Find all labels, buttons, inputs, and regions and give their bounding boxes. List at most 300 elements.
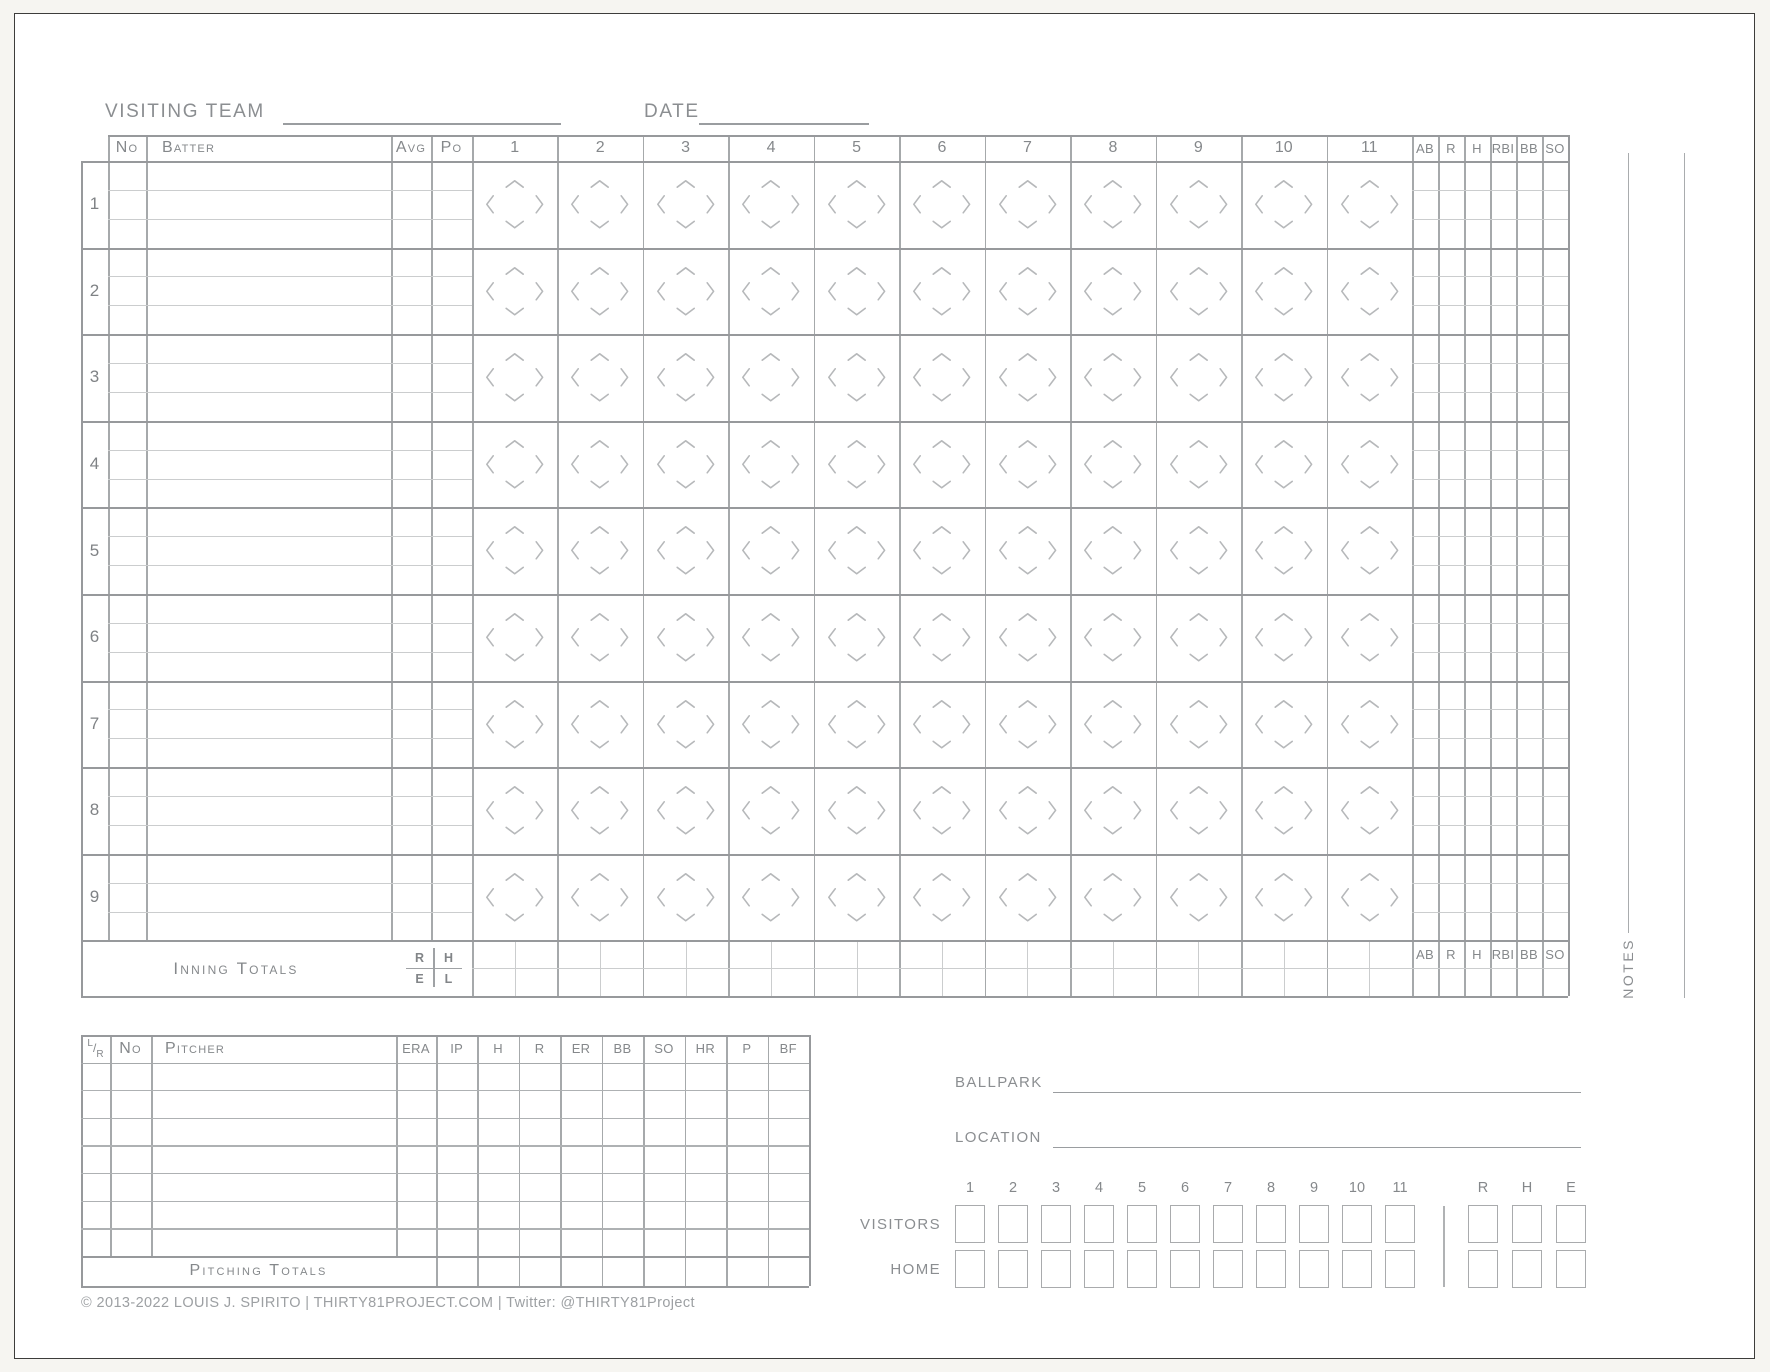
inning-total-cell[interactable] bbox=[1369, 968, 1412, 996]
batter-avg-cell[interactable] bbox=[391, 565, 431, 594]
inning-scoring-cell[interactable] bbox=[814, 161, 899, 248]
batter-stat-cell[interactable] bbox=[1542, 536, 1568, 565]
batter-stat-cell[interactable] bbox=[1464, 738, 1490, 767]
batter-po-cell[interactable] bbox=[431, 276, 472, 305]
batter-name-cell[interactable] bbox=[146, 536, 391, 565]
batter-stat-cell[interactable] bbox=[1490, 392, 1516, 421]
inning-total-cell[interactable] bbox=[814, 940, 857, 968]
inning-scoring-cell[interactable] bbox=[1241, 161, 1326, 248]
batter-stat-cell[interactable] bbox=[1438, 161, 1464, 190]
inning-scoring-cell[interactable] bbox=[728, 421, 813, 508]
batter-stat-cell[interactable] bbox=[1490, 248, 1516, 277]
batter-stat-cell[interactable] bbox=[1490, 652, 1516, 681]
inning-total-cell[interactable] bbox=[1070, 968, 1113, 996]
batter-stat-cell[interactable] bbox=[1464, 392, 1490, 421]
inning-scoring-cell[interactable] bbox=[472, 248, 557, 335]
stat-total-cell[interactable] bbox=[1516, 968, 1542, 996]
batter-po-cell[interactable] bbox=[431, 536, 472, 565]
batter-no-cell[interactable] bbox=[108, 854, 146, 883]
inning-scoring-cell[interactable] bbox=[643, 421, 728, 508]
inning-scoring-cell[interactable] bbox=[985, 161, 1070, 248]
batter-no-cell[interactable] bbox=[108, 507, 146, 536]
pitching-total-cell[interactable] bbox=[560, 1256, 601, 1286]
inning-scoring-cell[interactable] bbox=[985, 767, 1070, 854]
batter-no-cell[interactable] bbox=[108, 565, 146, 594]
inning-scoring-cell[interactable] bbox=[985, 334, 1070, 421]
ballpark-line[interactable] bbox=[1053, 1092, 1581, 1093]
batter-avg-cell[interactable] bbox=[391, 190, 431, 219]
home-inning-box[interactable] bbox=[1213, 1250, 1243, 1288]
pitcher-lr-cell[interactable] bbox=[81, 1228, 110, 1256]
inning-total-cell[interactable] bbox=[1369, 940, 1412, 968]
batter-stat-cell[interactable] bbox=[1516, 738, 1542, 767]
batter-stat-cell[interactable] bbox=[1542, 190, 1568, 219]
inning-scoring-cell[interactable] bbox=[643, 594, 728, 681]
inning-scoring-cell[interactable] bbox=[1156, 767, 1241, 854]
batter-stat-cell[interactable] bbox=[1516, 912, 1542, 941]
inning-scoring-cell[interactable] bbox=[985, 421, 1070, 508]
batter-stat-cell[interactable] bbox=[1516, 767, 1542, 796]
batter-stat-cell[interactable] bbox=[1490, 883, 1516, 912]
batter-stat-cell[interactable] bbox=[1490, 450, 1516, 479]
pitcher-stat-cell[interactable] bbox=[602, 1173, 643, 1201]
batter-stat-cell[interactable] bbox=[1438, 219, 1464, 248]
notes-line-2[interactable] bbox=[1684, 153, 1685, 998]
batter-no-cell[interactable] bbox=[108, 681, 146, 710]
batter-stat-cell[interactable] bbox=[1438, 392, 1464, 421]
batter-po-cell[interactable] bbox=[431, 738, 472, 767]
pitcher-name-cell[interactable] bbox=[151, 1173, 396, 1201]
batter-no-cell[interactable] bbox=[108, 767, 146, 796]
batter-stat-cell[interactable] bbox=[1438, 479, 1464, 508]
inning-scoring-cell[interactable] bbox=[899, 161, 984, 248]
inning-scoring-cell[interactable] bbox=[1070, 507, 1155, 594]
batter-stat-cell[interactable] bbox=[1542, 767, 1568, 796]
inning-total-cell[interactable] bbox=[686, 940, 729, 968]
inning-scoring-cell[interactable] bbox=[472, 421, 557, 508]
batter-stat-cell[interactable] bbox=[1438, 450, 1464, 479]
inning-scoring-cell[interactable] bbox=[472, 334, 557, 421]
stat-total-cell[interactable] bbox=[1464, 968, 1490, 996]
inning-total-cell[interactable] bbox=[1284, 940, 1327, 968]
batter-stat-cell[interactable] bbox=[1464, 623, 1490, 652]
batter-stat-cell[interactable] bbox=[1464, 363, 1490, 392]
batter-stat-cell[interactable] bbox=[1490, 594, 1516, 623]
batter-stat-cell[interactable] bbox=[1464, 594, 1490, 623]
inning-scoring-cell[interactable] bbox=[1327, 421, 1412, 508]
visitors-inning-box[interactable] bbox=[998, 1205, 1028, 1243]
batter-stat-cell[interactable] bbox=[1438, 363, 1464, 392]
batter-stat-cell[interactable] bbox=[1490, 363, 1516, 392]
batter-avg-cell[interactable] bbox=[391, 825, 431, 854]
inning-scoring-cell[interactable] bbox=[643, 161, 728, 248]
pitcher-stat-cell[interactable] bbox=[602, 1201, 643, 1229]
pitcher-era-cell[interactable] bbox=[396, 1118, 436, 1146]
batter-po-cell[interactable] bbox=[431, 854, 472, 883]
pitcher-stat-cell[interactable] bbox=[768, 1201, 809, 1229]
inning-scoring-cell[interactable] bbox=[899, 594, 984, 681]
home-inning-box[interactable] bbox=[1299, 1250, 1329, 1288]
home-rhe-box[interactable] bbox=[1468, 1250, 1498, 1288]
pitcher-stat-cell[interactable] bbox=[726, 1173, 767, 1201]
batter-avg-cell[interactable] bbox=[391, 652, 431, 681]
batter-name-cell[interactable] bbox=[146, 421, 391, 450]
batter-po-cell[interactable] bbox=[431, 450, 472, 479]
batter-stat-cell[interactable] bbox=[1438, 507, 1464, 536]
pitcher-stat-cell[interactable] bbox=[602, 1063, 643, 1091]
batter-stat-cell[interactable] bbox=[1516, 276, 1542, 305]
inning-scoring-cell[interactable] bbox=[643, 854, 728, 941]
batter-avg-cell[interactable] bbox=[391, 334, 431, 363]
batter-no-cell[interactable] bbox=[108, 363, 146, 392]
home-inning-box[interactable] bbox=[998, 1250, 1028, 1288]
batter-stat-cell[interactable] bbox=[1464, 912, 1490, 941]
pitcher-no-cell[interactable] bbox=[110, 1145, 151, 1173]
inning-scoring-cell[interactable] bbox=[1156, 681, 1241, 768]
pitcher-name-cell[interactable] bbox=[151, 1063, 396, 1091]
inning-scoring-cell[interactable] bbox=[1241, 681, 1326, 768]
batter-stat-cell[interactable] bbox=[1464, 681, 1490, 710]
batter-stat-cell[interactable] bbox=[1516, 709, 1542, 738]
stat-total-cell[interactable] bbox=[1490, 968, 1516, 996]
inning-scoring-cell[interactable] bbox=[643, 681, 728, 768]
batter-stat-cell[interactable] bbox=[1464, 334, 1490, 363]
inning-scoring-cell[interactable] bbox=[1327, 161, 1412, 248]
batter-stat-cell[interactable] bbox=[1464, 796, 1490, 825]
home-inning-box[interactable] bbox=[1385, 1250, 1415, 1288]
stat-total-cell[interactable] bbox=[1438, 968, 1464, 996]
inning-total-cell[interactable] bbox=[600, 968, 643, 996]
inning-scoring-cell[interactable] bbox=[1070, 421, 1155, 508]
batter-stat-cell[interactable] bbox=[1412, 363, 1438, 392]
pitcher-stat-cell[interactable] bbox=[685, 1145, 726, 1173]
pitcher-stat-cell[interactable] bbox=[602, 1228, 643, 1256]
inning-scoring-cell[interactable] bbox=[472, 767, 557, 854]
batter-stat-cell[interactable] bbox=[1412, 565, 1438, 594]
pitcher-stat-cell[interactable] bbox=[726, 1201, 767, 1229]
inning-total-cell[interactable] bbox=[814, 968, 857, 996]
batter-avg-cell[interactable] bbox=[391, 479, 431, 508]
batter-stat-cell[interactable] bbox=[1412, 421, 1438, 450]
batter-name-cell[interactable] bbox=[146, 594, 391, 623]
batter-stat-cell[interactable] bbox=[1490, 219, 1516, 248]
batter-po-cell[interactable] bbox=[431, 219, 472, 248]
batter-stat-cell[interactable] bbox=[1412, 479, 1438, 508]
batter-avg-cell[interactable] bbox=[391, 276, 431, 305]
batter-name-cell[interactable] bbox=[146, 912, 391, 941]
batter-stat-cell[interactable] bbox=[1412, 709, 1438, 738]
batter-stat-cell[interactable] bbox=[1438, 421, 1464, 450]
pitcher-stat-cell[interactable] bbox=[768, 1118, 809, 1146]
pitcher-no-cell[interactable] bbox=[110, 1090, 151, 1118]
inning-scoring-cell[interactable] bbox=[1327, 681, 1412, 768]
pitcher-stat-cell[interactable] bbox=[685, 1090, 726, 1118]
batter-stat-cell[interactable] bbox=[1542, 248, 1568, 277]
batter-avg-cell[interactable] bbox=[391, 248, 431, 277]
pitching-total-cell[interactable] bbox=[519, 1256, 560, 1286]
batter-stat-cell[interactable] bbox=[1438, 248, 1464, 277]
inning-scoring-cell[interactable] bbox=[1241, 507, 1326, 594]
batter-stat-cell[interactable] bbox=[1542, 276, 1568, 305]
inning-scoring-cell[interactable] bbox=[1241, 421, 1326, 508]
batter-stat-cell[interactable] bbox=[1516, 305, 1542, 334]
pitcher-stat-cell[interactable] bbox=[560, 1201, 601, 1229]
inning-scoring-cell[interactable] bbox=[728, 594, 813, 681]
batter-stat-cell[interactable] bbox=[1516, 681, 1542, 710]
batter-stat-cell[interactable] bbox=[1464, 883, 1490, 912]
inning-scoring-cell[interactable] bbox=[728, 248, 813, 335]
pitcher-stat-cell[interactable] bbox=[768, 1145, 809, 1173]
pitcher-stat-cell[interactable] bbox=[519, 1063, 560, 1091]
date-line[interactable] bbox=[699, 123, 869, 125]
inning-total-cell[interactable] bbox=[1327, 940, 1370, 968]
inning-total-cell[interactable] bbox=[1156, 940, 1199, 968]
batter-no-cell[interactable] bbox=[108, 248, 146, 277]
batter-stat-cell[interactable] bbox=[1490, 738, 1516, 767]
inning-scoring-cell[interactable] bbox=[1327, 248, 1412, 335]
batter-avg-cell[interactable] bbox=[391, 709, 431, 738]
inning-scoring-cell[interactable] bbox=[557, 248, 642, 335]
pitcher-stat-cell[interactable] bbox=[436, 1201, 477, 1229]
home-inning-box[interactable] bbox=[1084, 1250, 1114, 1288]
batter-name-cell[interactable] bbox=[146, 305, 391, 334]
batter-stat-cell[interactable] bbox=[1464, 652, 1490, 681]
batter-stat-cell[interactable] bbox=[1516, 219, 1542, 248]
inning-scoring-cell[interactable] bbox=[985, 681, 1070, 768]
batter-po-cell[interactable] bbox=[431, 334, 472, 363]
pitcher-stat-cell[interactable] bbox=[477, 1118, 518, 1146]
pitching-total-cell[interactable] bbox=[436, 1256, 477, 1286]
inning-scoring-cell[interactable] bbox=[814, 767, 899, 854]
inning-total-cell[interactable] bbox=[557, 968, 600, 996]
pitcher-name-cell[interactable] bbox=[151, 1228, 396, 1256]
batter-avg-cell[interactable] bbox=[391, 854, 431, 883]
inning-total-cell[interactable] bbox=[771, 968, 814, 996]
inning-scoring-cell[interactable] bbox=[899, 507, 984, 594]
batter-stat-cell[interactable] bbox=[1490, 623, 1516, 652]
inning-scoring-cell[interactable] bbox=[1070, 594, 1155, 681]
batter-stat-cell[interactable] bbox=[1542, 507, 1568, 536]
inning-scoring-cell[interactable] bbox=[1156, 421, 1241, 508]
batter-stat-cell[interactable] bbox=[1490, 507, 1516, 536]
pitcher-stat-cell[interactable] bbox=[643, 1145, 684, 1173]
batter-stat-cell[interactable] bbox=[1464, 565, 1490, 594]
batter-no-cell[interactable] bbox=[108, 825, 146, 854]
inning-total-cell[interactable] bbox=[1284, 968, 1327, 996]
batter-stat-cell[interactable] bbox=[1438, 305, 1464, 334]
batter-stat-cell[interactable] bbox=[1490, 565, 1516, 594]
batter-name-cell[interactable] bbox=[146, 334, 391, 363]
batter-no-cell[interactable] bbox=[108, 738, 146, 767]
batter-po-cell[interactable] bbox=[431, 681, 472, 710]
inning-total-cell[interactable] bbox=[600, 940, 643, 968]
inning-scoring-cell[interactable] bbox=[557, 854, 642, 941]
pitcher-stat-cell[interactable] bbox=[685, 1173, 726, 1201]
batter-po-cell[interactable] bbox=[431, 161, 472, 190]
batter-po-cell[interactable] bbox=[431, 825, 472, 854]
pitcher-stat-cell[interactable] bbox=[768, 1090, 809, 1118]
pitcher-stat-cell[interactable] bbox=[560, 1173, 601, 1201]
batter-stat-cell[interactable] bbox=[1516, 161, 1542, 190]
inning-scoring-cell[interactable] bbox=[899, 681, 984, 768]
batter-stat-cell[interactable] bbox=[1412, 796, 1438, 825]
batter-stat-cell[interactable] bbox=[1464, 854, 1490, 883]
pitcher-stat-cell[interactable] bbox=[643, 1173, 684, 1201]
pitcher-no-cell[interactable] bbox=[110, 1173, 151, 1201]
inning-scoring-cell[interactable] bbox=[1156, 594, 1241, 681]
batter-stat-cell[interactable] bbox=[1464, 248, 1490, 277]
pitcher-stat-cell[interactable] bbox=[519, 1118, 560, 1146]
batter-stat-cell[interactable] bbox=[1464, 536, 1490, 565]
inning-total-cell[interactable] bbox=[728, 968, 771, 996]
inning-scoring-cell[interactable] bbox=[472, 594, 557, 681]
inning-total-cell[interactable] bbox=[1198, 940, 1241, 968]
stat-total-cell[interactable] bbox=[1542, 968, 1568, 996]
batter-no-cell[interactable] bbox=[108, 305, 146, 334]
batter-stat-cell[interactable] bbox=[1490, 767, 1516, 796]
inning-scoring-cell[interactable] bbox=[472, 681, 557, 768]
batter-avg-cell[interactable] bbox=[391, 536, 431, 565]
batter-stat-cell[interactable] bbox=[1464, 450, 1490, 479]
pitcher-lr-cell[interactable] bbox=[81, 1201, 110, 1229]
pitcher-name-cell[interactable] bbox=[151, 1090, 396, 1118]
pitcher-stat-cell[interactable] bbox=[643, 1228, 684, 1256]
pitcher-stat-cell[interactable] bbox=[560, 1063, 601, 1091]
inning-total-cell[interactable] bbox=[857, 940, 900, 968]
batter-stat-cell[interactable] bbox=[1412, 305, 1438, 334]
batter-stat-cell[interactable] bbox=[1490, 912, 1516, 941]
batter-stat-cell[interactable] bbox=[1542, 219, 1568, 248]
batter-po-cell[interactable] bbox=[431, 392, 472, 421]
pitcher-stat-cell[interactable] bbox=[436, 1173, 477, 1201]
pitcher-era-cell[interactable] bbox=[396, 1228, 436, 1256]
pitcher-stat-cell[interactable] bbox=[436, 1090, 477, 1118]
batter-po-cell[interactable] bbox=[431, 190, 472, 219]
batter-po-cell[interactable] bbox=[431, 623, 472, 652]
visitors-inning-box[interactable] bbox=[1127, 1205, 1157, 1243]
inning-total-cell[interactable] bbox=[942, 968, 985, 996]
batter-stat-cell[interactable] bbox=[1490, 825, 1516, 854]
pitcher-stat-cell[interactable] bbox=[726, 1063, 767, 1091]
pitcher-stat-cell[interactable] bbox=[602, 1090, 643, 1118]
inning-total-cell[interactable] bbox=[985, 968, 1028, 996]
pitcher-stat-cell[interactable] bbox=[560, 1145, 601, 1173]
batter-no-cell[interactable] bbox=[108, 796, 146, 825]
batter-no-cell[interactable] bbox=[108, 652, 146, 681]
inning-scoring-cell[interactable] bbox=[814, 507, 899, 594]
inning-scoring-cell[interactable] bbox=[814, 248, 899, 335]
pitching-total-cell[interactable] bbox=[768, 1256, 809, 1286]
batter-stat-cell[interactable] bbox=[1516, 363, 1542, 392]
batter-stat-cell[interactable] bbox=[1412, 652, 1438, 681]
batter-stat-cell[interactable] bbox=[1490, 479, 1516, 508]
batter-name-cell[interactable] bbox=[146, 161, 391, 190]
batter-stat-cell[interactable] bbox=[1542, 594, 1568, 623]
pitcher-lr-cell[interactable] bbox=[81, 1173, 110, 1201]
inning-total-cell[interactable] bbox=[643, 940, 686, 968]
batter-stat-cell[interactable] bbox=[1516, 825, 1542, 854]
inning-scoring-cell[interactable] bbox=[557, 334, 642, 421]
batter-stat-cell[interactable] bbox=[1542, 681, 1568, 710]
inning-scoring-cell[interactable] bbox=[1070, 334, 1155, 421]
batter-stat-cell[interactable] bbox=[1542, 161, 1568, 190]
pitcher-stat-cell[interactable] bbox=[477, 1201, 518, 1229]
batter-stat-cell[interactable] bbox=[1438, 536, 1464, 565]
batter-po-cell[interactable] bbox=[431, 421, 472, 450]
batter-stat-cell[interactable] bbox=[1412, 825, 1438, 854]
batter-stat-cell[interactable] bbox=[1516, 652, 1542, 681]
batter-no-cell[interactable] bbox=[108, 479, 146, 508]
batter-stat-cell[interactable] bbox=[1464, 507, 1490, 536]
batter-stat-cell[interactable] bbox=[1438, 623, 1464, 652]
batter-name-cell[interactable] bbox=[146, 565, 391, 594]
batter-po-cell[interactable] bbox=[431, 767, 472, 796]
batter-no-cell[interactable] bbox=[108, 912, 146, 941]
batter-name-cell[interactable] bbox=[146, 219, 391, 248]
inning-total-cell[interactable] bbox=[472, 968, 515, 996]
batter-stat-cell[interactable] bbox=[1542, 565, 1568, 594]
batter-name-cell[interactable] bbox=[146, 248, 391, 277]
batter-stat-cell[interactable] bbox=[1438, 796, 1464, 825]
batter-avg-cell[interactable] bbox=[391, 883, 431, 912]
batter-stat-cell[interactable] bbox=[1438, 652, 1464, 681]
batter-avg-cell[interactable] bbox=[391, 161, 431, 190]
batter-name-cell[interactable] bbox=[146, 796, 391, 825]
batter-po-cell[interactable] bbox=[431, 594, 472, 623]
inning-scoring-cell[interactable] bbox=[472, 507, 557, 594]
inning-scoring-cell[interactable] bbox=[643, 767, 728, 854]
pitcher-stat-cell[interactable] bbox=[768, 1063, 809, 1091]
batter-stat-cell[interactable] bbox=[1412, 161, 1438, 190]
inning-scoring-cell[interactable] bbox=[985, 507, 1070, 594]
batter-stat-cell[interactable] bbox=[1412, 276, 1438, 305]
batter-no-cell[interactable] bbox=[108, 190, 146, 219]
batter-no-cell[interactable] bbox=[108, 334, 146, 363]
inning-scoring-cell[interactable] bbox=[728, 681, 813, 768]
batter-name-cell[interactable] bbox=[146, 738, 391, 767]
inning-scoring-cell[interactable] bbox=[1070, 767, 1155, 854]
visitors-inning-box[interactable] bbox=[1084, 1205, 1114, 1243]
batter-stat-cell[interactable] bbox=[1490, 709, 1516, 738]
batter-stat-cell[interactable] bbox=[1542, 796, 1568, 825]
batter-po-cell[interactable] bbox=[431, 248, 472, 277]
inning-total-cell[interactable] bbox=[857, 968, 900, 996]
batter-stat-cell[interactable] bbox=[1542, 883, 1568, 912]
inning-total-cell[interactable] bbox=[728, 940, 771, 968]
pitcher-name-cell[interactable] bbox=[151, 1201, 396, 1229]
pitcher-era-cell[interactable] bbox=[396, 1145, 436, 1173]
inning-total-cell[interactable] bbox=[643, 968, 686, 996]
pitcher-era-cell[interactable] bbox=[396, 1063, 436, 1091]
batter-name-cell[interactable] bbox=[146, 854, 391, 883]
inning-total-cell[interactable] bbox=[1070, 940, 1113, 968]
inning-total-cell[interactable] bbox=[899, 940, 942, 968]
batter-stat-cell[interactable] bbox=[1464, 305, 1490, 334]
home-inning-box[interactable] bbox=[1170, 1250, 1200, 1288]
pitcher-era-cell[interactable] bbox=[396, 1090, 436, 1118]
batter-stat-cell[interactable] bbox=[1412, 883, 1438, 912]
batter-stat-cell[interactable] bbox=[1438, 190, 1464, 219]
inning-scoring-cell[interactable] bbox=[1327, 507, 1412, 594]
inning-total-cell[interactable] bbox=[1113, 968, 1156, 996]
batter-name-cell[interactable] bbox=[146, 392, 391, 421]
inning-total-cell[interactable] bbox=[771, 940, 814, 968]
batter-stat-cell[interactable] bbox=[1490, 536, 1516, 565]
batter-stat-cell[interactable] bbox=[1490, 190, 1516, 219]
pitcher-stat-cell[interactable] bbox=[643, 1201, 684, 1229]
inning-scoring-cell[interactable] bbox=[814, 334, 899, 421]
batter-stat-cell[interactable] bbox=[1516, 479, 1542, 508]
